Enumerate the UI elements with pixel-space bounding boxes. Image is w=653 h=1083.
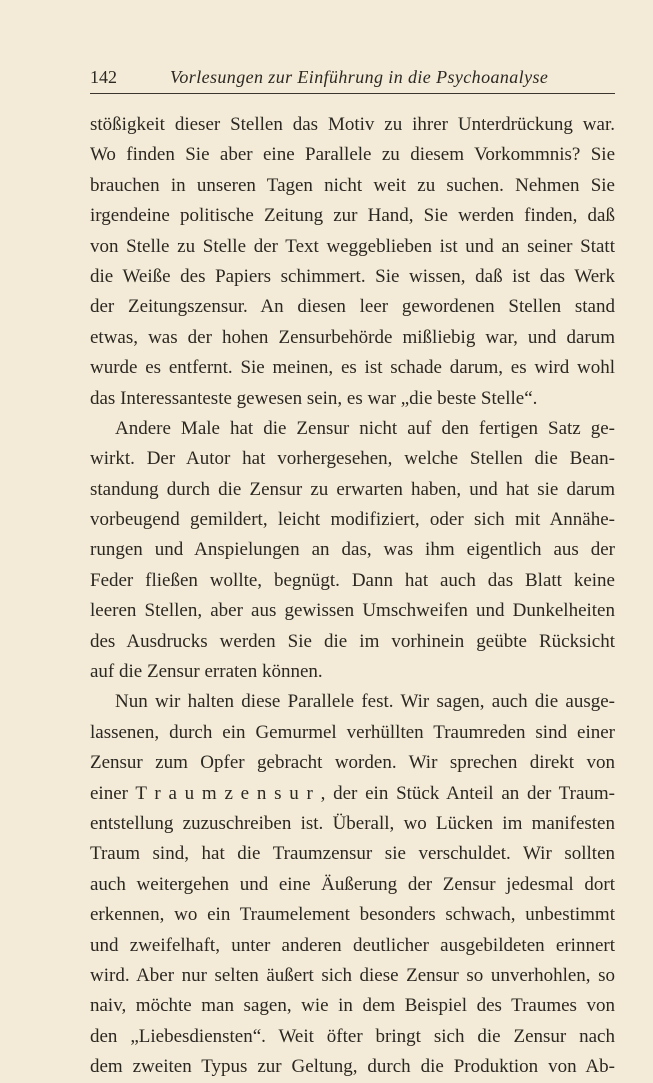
text-line: Andere Male hat die Zensur nicht auf den fertigen Satz ge- (115, 417, 615, 439)
text-line: Traum sind, hat die Traumzensur sie verschuldet. Wir sollten (90, 843, 615, 865)
text-line: und zweifelhaft, unter anderen deutlicher ausgebildeten erinnert (90, 934, 615, 956)
text-line: den „Liebesdiensten“. Weit öfter bringt sich die Zensur nach (90, 1025, 615, 1047)
text-line: standung durch die Zensur zu erwarten haben, und hat sie darum (90, 478, 615, 500)
text-line: wurde es entfernt. Sie meinen, es ist schade darum, es wird wohl (90, 357, 615, 379)
text-line: Wo finden Sie aber eine Parallele zu diesem Vorkommnis? Sie (90, 144, 615, 166)
text-line: naiv, möchte man sagen, wie in dem Beispiel des Traumes von (90, 995, 615, 1017)
page-number: 142 (90, 67, 117, 87)
text-line: dem zweiten Typus zur Geltung, durch die Produktion von Ab- (90, 1056, 615, 1078)
text-line: wird. Aber nur selten äußert sich diese Zensur so unverhohlen, so (90, 964, 615, 986)
text-line: entstellung zuzuschreiben ist. Überall, wo Lücken im manifesten (90, 812, 615, 834)
text-line: irgendeine politische Zeitung zur Hand, Sie werden finden, daß (90, 205, 615, 227)
text-line: Zensur zum Opfer gebracht worden. Wir sprechen direkt von (90, 752, 615, 774)
text-line: lassenen, durch ein Gemurmel verhüllten Traumreden sind einer (90, 721, 615, 743)
text-line: des Ausdrucks werden Sie die im vorhinein geübte Rücksicht (90, 630, 615, 652)
text-line: wirkt. Der Autor hat vorhergesehen, welche Stellen die Bean- (90, 448, 615, 470)
text-line: stößigkeit dieser Stellen das Motiv zu ihrer Unterdrückung war. (90, 114, 615, 135)
text-line: Nun wir halten diese Parallele fest. Wir sagen, auch die ausge- (115, 691, 615, 713)
text-line: das Interessanteste gewesen sein, es war „die beste Stelle“. (90, 387, 538, 409)
text-line: die Weiße des Papiers schimmert. Sie wissen, daß ist das Werk (90, 265, 615, 287)
text-line: auf die Zensur erraten können. (90, 661, 323, 683)
text-line: vorbeugend gemildert, leicht modifiziert, oder sich mit Annähe- (90, 509, 615, 531)
running-title: Vorlesungen zur Einführung in die Psychoanalyse (170, 67, 549, 87)
text-line: der Zeitungszensur. An diesen leer gewordenen Stellen stand (90, 296, 615, 318)
text-line: von Stelle zu Stelle der Text weggeblieben ist und an seiner Statt (90, 235, 615, 257)
text-line: einer T r a u m z e n s u r , der ein Stück Anteil an der Traum- (90, 782, 615, 804)
text-line: Feder fließen wollte, begnügt. Dann hat auch das Blatt keine (90, 569, 615, 591)
text-line: brauchen in unseren Tagen nicht weit zu suchen. Nehmen Sie (90, 174, 615, 196)
text-line: rungen und Anspielungen an das, was ihm eigentlich aus der (90, 539, 615, 561)
running-head (90, 65, 615, 94)
text-line: etwas, was der hohen Zensurbehörde mißliebig war, und darum (90, 326, 615, 348)
text-line: auch weitergehen und eine Äußerung der Zensur jedesmal dort (90, 873, 615, 895)
body-text (90, 110, 615, 1083)
text-line: erkennen, wo ein Traumelement besonders schwach, unbestimmt (90, 904, 615, 926)
text-line: leeren Stellen, aber aus gewissen Umschweifen und Dunkelheiten (90, 600, 615, 622)
